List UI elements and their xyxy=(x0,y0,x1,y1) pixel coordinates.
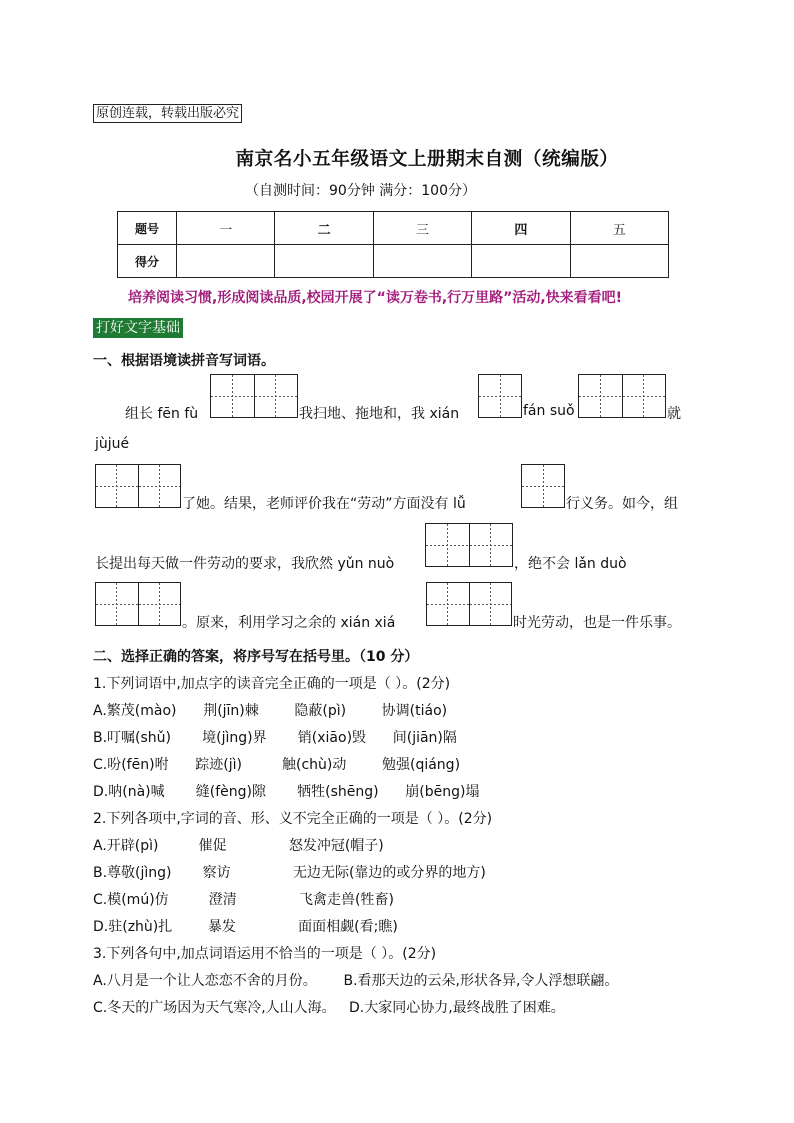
exam-subtitle: （自测时间：90分钟 满分：100分） xyxy=(245,183,476,199)
q2-line: A.八月是一个让人恋恋不舍的月份。 B.看那天边的云朵,形状各异,令人浮想联翩。 xyxy=(93,973,619,989)
score-table-label-score: 得分 xyxy=(118,245,177,278)
q2-line: B.叮嘱(shǔ) 境(jìng)界 销(xiāo)毁 间(jiān)隔 xyxy=(93,730,457,746)
q1-line3-text-a: 长提出每天做一件劳动的要求，我欣然 yǔn nuò xyxy=(95,556,395,572)
q2-line: D.驻(zhù)扎 暴发 面面相觑(看;瞧) xyxy=(93,919,398,935)
score-table-col-4: 四 xyxy=(472,212,570,245)
grid-cell[interactable] xyxy=(470,583,512,625)
q1-line2-text-a: 了她。结果，老师评价我在“劳动”方面没有 lǚ xyxy=(182,496,466,512)
score-table-col-1: 一 xyxy=(177,212,275,245)
grid-cell[interactable] xyxy=(255,375,298,417)
score-cell-5[interactable] xyxy=(570,245,668,278)
q1-heading: 一、根据语境读拼音写词语。 xyxy=(93,353,275,369)
grid-cell[interactable] xyxy=(96,465,139,507)
q2-line: C.冬天的广场因为天气寒冷,人山人海。 D.大家同心协力,最终战胜了困难。 xyxy=(93,1000,565,1016)
grid-cell[interactable] xyxy=(479,375,521,417)
q2-line: C.模(mú)仿 澄清 飞禽走兽(牲畜) xyxy=(93,892,394,908)
q1-line1-text-a: 组长 fēn fù xyxy=(125,406,199,422)
answer-grid-fenfu[interactable] xyxy=(210,374,298,418)
section-tag: 打好文字基础 xyxy=(93,318,183,338)
q2-heading: 二、选择正确的答案，将序号写在括号里。（10 分） xyxy=(93,649,419,665)
score-table-header-row xyxy=(118,212,669,245)
score-cell-2[interactable] xyxy=(275,245,373,278)
grid-cell[interactable] xyxy=(211,375,255,417)
answer-grid-fansuo[interactable] xyxy=(578,374,666,418)
q1-line1-text-d: 就 xyxy=(667,406,681,422)
answer-grid-landuo[interactable] xyxy=(95,582,181,626)
score-table xyxy=(117,211,669,278)
grid-cell[interactable] xyxy=(427,583,470,625)
q2-line: A.开辟(pì) 催促 怒发冲冠(帽子) xyxy=(93,838,384,854)
answer-grid-yunnuo[interactable] xyxy=(425,523,513,567)
copyright-notice: 原创连载，转载出版必究 xyxy=(93,104,242,123)
grid-cell[interactable] xyxy=(139,583,181,625)
answer-grid-lv[interactable] xyxy=(521,464,565,508)
score-table-label-number: 题号 xyxy=(118,212,177,245)
q2-line: 3.下列各句中,加点词语运用不恰当的一项是（ ）。(2分) xyxy=(93,946,437,962)
grid-cell[interactable] xyxy=(579,375,623,417)
q2-line: D.呐(nà)喊 缝(fèng)隙 牺牲(shēng) 崩(bēng)塌 xyxy=(93,784,480,800)
q1-line3-text-b: ，绝不会 lǎn duò xyxy=(514,556,627,572)
q1-line4-text-a: 。原来，利用学习之余的 xián xiá xyxy=(182,615,396,631)
score-table-col-3: 三 xyxy=(373,212,471,245)
grid-cell[interactable] xyxy=(522,465,564,507)
answer-grid-jujue[interactable] xyxy=(95,464,181,508)
answer-grid-xianfan[interactable] xyxy=(478,374,522,418)
score-cell-1[interactable] xyxy=(177,245,275,278)
q2-line: C.吩(fēn)咐 踪迹(jì) 触(chù)动 勉强(qiáng) xyxy=(93,757,461,773)
score-cell-3[interactable] xyxy=(373,245,471,278)
grid-cell[interactable] xyxy=(470,524,513,566)
score-table-col-5: 五 xyxy=(570,212,668,245)
score-table-col-2: 二 xyxy=(275,212,373,245)
page-title: 南京名小五年级语文上册期末自测（统编版） xyxy=(235,149,619,170)
q1-line4-text-b: 时光劳动，也是一件乐事。 xyxy=(513,615,681,631)
activity-banner: 培养阅读习惯,形成阅读品质,校园开展了“读万卷书,行万里路”活动,快来看看吧! xyxy=(128,290,623,306)
answer-grid-xianxia[interactable] xyxy=(426,582,512,626)
q1-line2-text-b: 行义务。如今，组 xyxy=(566,496,678,512)
grid-cell[interactable] xyxy=(139,465,181,507)
grid-cell[interactable] xyxy=(623,375,666,417)
q1-line1-text-c: fán suǒ xyxy=(523,403,575,419)
q1-line1-text-b: 我扫地、拖地和，我 xián xyxy=(299,406,460,422)
q2-line: B.尊敬(jìng) 察访 无边无际(靠边的或分界的地方) xyxy=(93,865,486,881)
q2-line: 2.下列各项中,字词的音、形、义不完全正确的一项是（ ）。(2分) xyxy=(93,811,493,827)
grid-cell[interactable] xyxy=(96,583,139,625)
q2-line: 1.下列词语中,加点字的读音完全正确的一项是（ ）。(2分) xyxy=(93,676,451,692)
q2-line: A.繁茂(mào) 荆(jīn)棘 隐蔽(pì) 协调(tiáo) xyxy=(93,703,448,719)
grid-cell[interactable] xyxy=(426,524,470,566)
score-cell-4[interactable] xyxy=(472,245,570,278)
q1-pinyin-jujue: jùjué xyxy=(95,436,130,452)
score-table-score-row xyxy=(118,245,669,278)
